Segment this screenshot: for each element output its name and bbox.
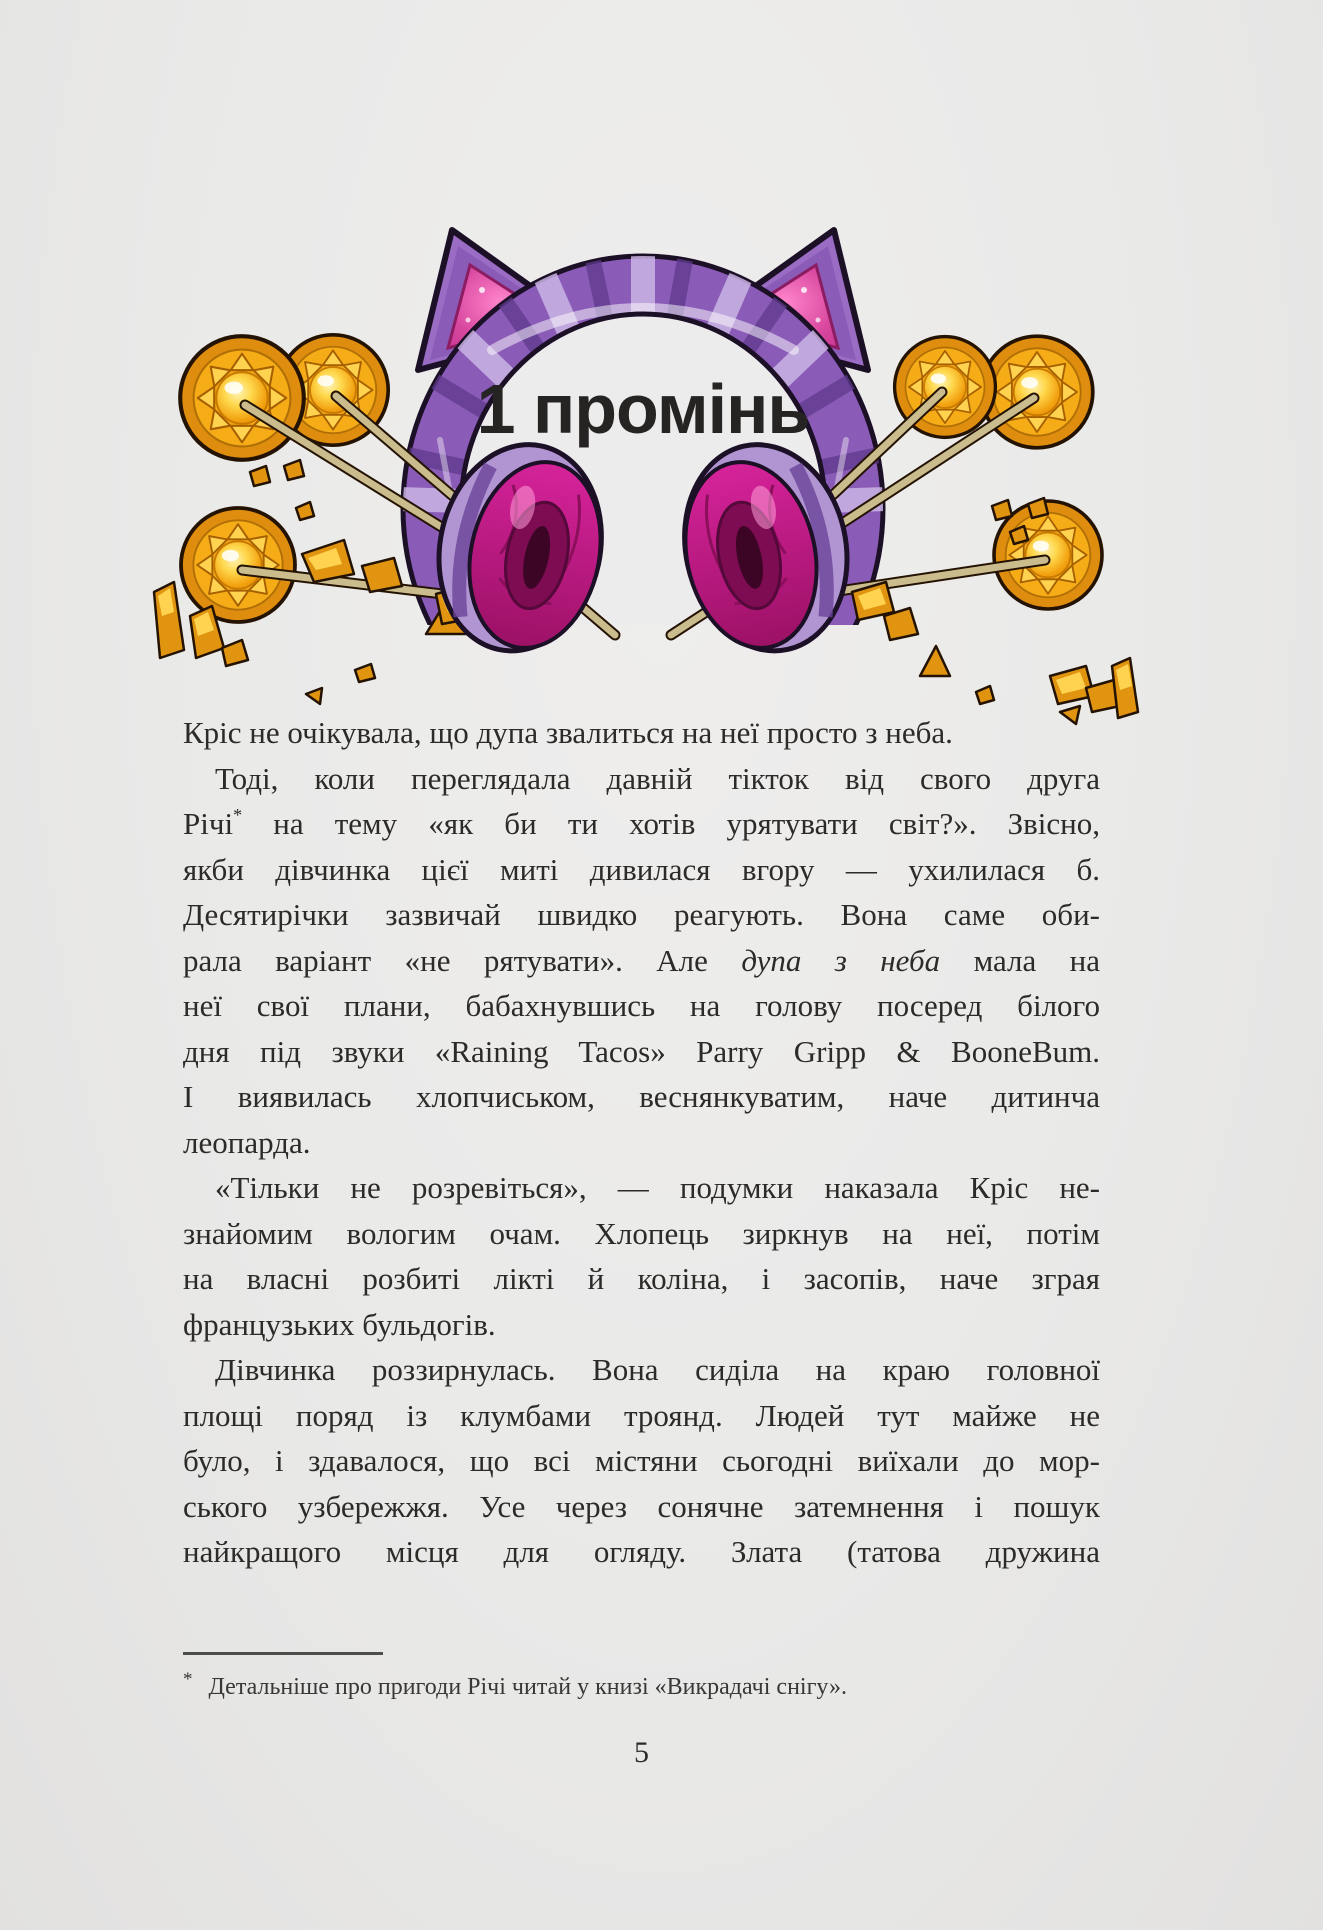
text-line — [183, 1256, 1100, 1302]
text-segment: було, і здавалося, що всі містяни сьогодні виїхали до мор- — [183, 1443, 1100, 1478]
text-line — [183, 892, 1100, 938]
lollipop-sun — [181, 508, 295, 622]
text-segment: Тоді, коли переглядала давній тікток від свого друга — [215, 760, 1100, 796]
text-segment: Кріс не очікувала, що дупа звалиться на неї просто з неба. — [183, 715, 953, 750]
text-segment: І виявилась хлопчиськом, веснянкуватим, наче дитинча — [183, 1079, 1100, 1114]
text-line — [183, 1211, 1100, 1257]
footnote-divider — [183, 1652, 383, 1655]
body-text — [183, 710, 1100, 1575]
text-line — [183, 847, 1100, 893]
text-segment: знайомим вологим очам. Хлопець зиркнув на неї, потім — [183, 1215, 1100, 1251]
text-segment: площі поряд із клумбами троянд. Людей тут майже не — [183, 1397, 1100, 1433]
text-segment: дня під звуки «Raining Tacos» Parry Gripp & BooneBum. — [183, 1033, 1100, 1069]
text-line — [183, 1120, 1100, 1166]
page-number: 5 — [634, 1736, 649, 1769]
text-line — [183, 1484, 1100, 1530]
text-line — [183, 1074, 1100, 1120]
text-segment: Річі — [183, 806, 234, 841]
footnote-text: Детальніше про пригоди Річі читай у книзі «Викрадачі снігу». — [208, 1674, 848, 1700]
chapter-illustration-cat-headphones-lollipops — [130, 220, 1160, 770]
text-line — [183, 1438, 1100, 1484]
text-line — [183, 1347, 1100, 1393]
text-segment: ського узбережжя. Усе через сонячне затемнення і пошук — [183, 1488, 1100, 1524]
text-segment: на тему «як би ти хотів урятувати світ?». Звісно, — [242, 806, 1100, 841]
text-segment: леопарда. — [183, 1124, 311, 1160]
text-segment: французьких бульдогів. — [183, 1306, 496, 1342]
text-segment: неї свої плани, бабахнувшись на голову посеред білого — [183, 988, 1100, 1023]
text-line — [183, 756, 1100, 802]
text-line — [183, 710, 1100, 756]
text-segment: Дівчинка роззирнулась. Вона сиділа на краю головної — [215, 1352, 1100, 1387]
text-line — [183, 1165, 1100, 1211]
text-segment: рала варіант «не рятувати». Але — [183, 942, 742, 978]
text-segment: якби дівчинка цієї миті дивилася вгору — ухилилася б. — [183, 851, 1100, 887]
text-line — [183, 801, 1100, 847]
text-line — [183, 983, 1100, 1029]
text-segment: на власні розбиті лікті й коліна, і засопів, наче зграя — [183, 1261, 1100, 1296]
text-line — [183, 1029, 1100, 1075]
text-segment: «Тільки не розревіться», — подумки наказала Кріс не- — [215, 1170, 1100, 1205]
footnote-marker: * — [183, 1669, 193, 1690]
footnote-reference: * — [233, 805, 243, 825]
text-line — [183, 1529, 1100, 1575]
text-segment: мала на — [940, 942, 1101, 978]
text-segment: Десятирічки зазвичай швидко реагують. Вона саме оби- — [183, 897, 1100, 932]
footnote — [183, 1663, 1100, 1704]
text-line — [183, 938, 1100, 984]
text-line — [183, 1393, 1100, 1439]
text-segment: найкращого місця для огляду. Злата (татова дружина — [183, 1534, 1100, 1569]
chapter-title: 1 промінь — [476, 370, 810, 448]
italic-phrase: дупа з неба — [741, 942, 941, 978]
text-line — [183, 1302, 1100, 1348]
